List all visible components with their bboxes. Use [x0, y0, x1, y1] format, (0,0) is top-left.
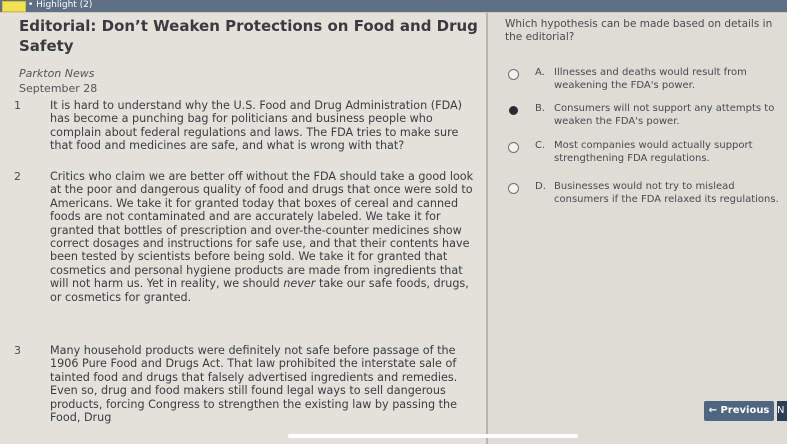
top-toolbar: [0, 0, 787, 13]
answer-choice-a[interactable]: [508, 67, 778, 107]
choice-letter: D.: [535, 181, 546, 192]
article-date: September 28: [19, 82, 98, 95]
paragraph-number: 2: [14, 170, 21, 183]
answer-choice-b[interactable]: [508, 103, 778, 143]
panel-divider: [486, 13, 488, 444]
next-button[interactable]: N: [777, 401, 787, 421]
question-prompt: Which hypothesis can be made based on details in the editorial?: [505, 18, 773, 43]
paragraph-2: Critics who claim we are better off without the FDA should take a good look at the poor and dangerous quality of food and drugs that once were sold to Americans. We take it for granted today that boxes of cereal and canned foods are not contaminated and are accurately labeled. We take it for granted that bottles of prescription and over-the-counter medicines show correct dosages and instructions for safe use, and that their contents have been tested by scientists before being sold. We take it for granted that cosmetics and personal hygiene products are made from ingredients that will not harm us. Yet in reality, we should never take our safe foods, drugs, or cosmetics for granted.: [50, 170, 474, 304]
radio-button-selected[interactable]: [509, 106, 518, 115]
highlight-count-label[interactable]: • Highlight (2): [28, 0, 93, 10]
paragraph-1: It is hard to understand why the U.S. Food and Drug Administration (FDA) has become a punching bag for politicians and business people who complain about federal regulations and laws. The FDA tries to make sure that food and medicines are safe, and what is wrong with that?: [50, 99, 463, 153]
radio-button[interactable]: [508, 142, 519, 153]
paragraph-3: Many household products were definitely not safe before passage of the 1906 Pure Food and Drugs Act. That law prohibited the interstate sale of tainted food and drugs that falsely advertised ingredients and remedies. Even so, drug and food makers still found legal ways to sell dangerous products, forcing Congress to strengthen the existing law by passing the Food, Drug: [50, 344, 458, 425]
choice-text: Most companies would actually support strengthening FDA regulations.: [554, 140, 753, 164]
choice-letter: C.: [535, 140, 546, 151]
choice-letter: B.: [535, 103, 546, 114]
paragraph-number: 3: [14, 344, 21, 357]
article-title: Editorial: Don’t Weaken Protections on Food and Drug Safety: [19, 17, 478, 55]
choice-text: Businesses would not try to mislead consumers if the FDA relaxed its regulations.: [554, 181, 779, 205]
paragraph-number: 1: [14, 99, 21, 112]
radio-button[interactable]: [508, 69, 519, 80]
choice-text: Consumers will not support any attempts to weaken the FDA's power.: [554, 103, 775, 127]
previous-button[interactable]: ← Previous: [704, 401, 774, 421]
radio-button[interactable]: [508, 183, 519, 194]
answer-choice-d[interactable]: [508, 181, 778, 221]
answer-choice-c[interactable]: [508, 140, 778, 180]
highlight-swatch[interactable]: [2, 1, 26, 12]
choice-text: Illnesses and deaths would result from weakening the FDA's power.: [554, 67, 747, 91]
page-progress-bar: [288, 434, 578, 438]
choice-letter: A.: [535, 67, 545, 78]
article-source: Parkton News: [19, 67, 95, 80]
